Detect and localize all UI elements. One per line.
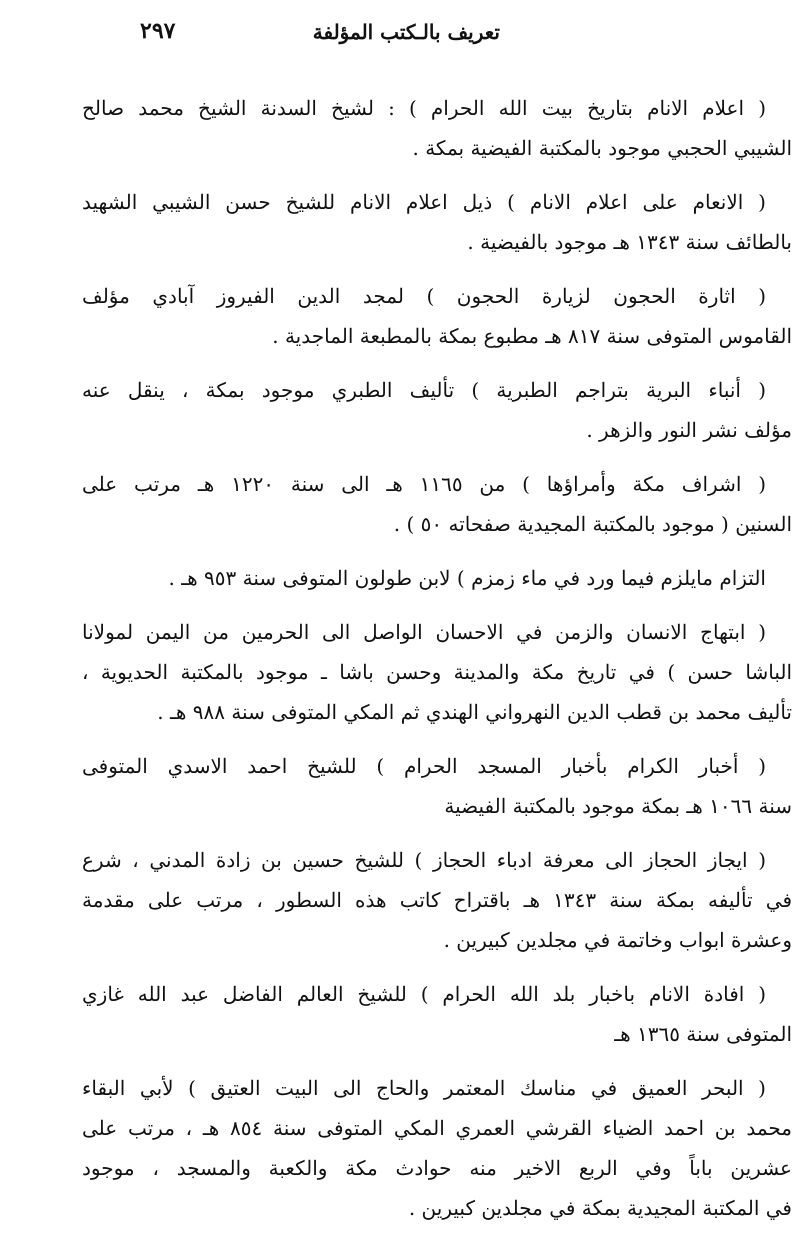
page-number: ٢٩٧	[140, 18, 176, 44]
entry-line: ( اشراف مكة وأمراؤها ) من ١١٦٥ هـ الى سنة ١٢٢٠ هـ مرتب على	[82, 472, 767, 496]
entry-line: ( افادة الانام باخبار بلد الله الحرام ) للشيخ العالم الفاضل عبد الله غازي	[82, 982, 766, 1006]
entry-line: ( الانعام على اعلام الانام ) ذيل اعلام الانام للشيخ حسن الشيبي الشهيد	[82, 190, 766, 214]
bibliography-entry	[82, 746, 792, 826]
bibliography-entry	[82, 612, 792, 732]
page-header	[140, 14, 500, 54]
entry-line: في تأليفه بمكة سنة ١٣٤٣ هـ باقتراح كاتب هذه السطور ، مرتب على مقدمة	[82, 888, 792, 912]
bibliography-entry	[82, 276, 792, 356]
entry-line: الباشا حسن ) في تاريخ مكة والمدينة وحسن باشا ـ موجود بالمكتبة الحديوية ،	[82, 660, 792, 684]
entry-line: وعشرة ابواب وخاتمة في مجلدين كبيرين .	[443, 928, 792, 952]
entry-line: ( البحر العميق في مناسك المعتمر والحاج الى البيت العتيق ) لأبي البقاء	[82, 1076, 766, 1100]
entry-line: بالطائف سنة ١٣٤٣ هـ موجود بالفيضية .	[467, 230, 792, 254]
entry-line: التزام مايلزم فيما ورد في ماء زمزم ) لابن طولون المتوفى سنة ٩٥٣ هـ .	[168, 566, 766, 590]
entry-line: السنين ( موجود بالمكتبة المجيدية صفحاته ٥٠ ) .	[393, 512, 792, 536]
bibliography-entry	[82, 558, 792, 598]
entry-line: محمد بن احمد الضياء القرشي العمري المكي المتوفى سنة ٨٥٤ هـ ، مرتب على	[82, 1116, 792, 1140]
entry-line: ( ايجاز الحجاز الى معرفة ادباء الحجاز ) للشيخ حسين بن زادة المدني ، شرع	[82, 848, 766, 872]
entry-line: مؤلف نشر النور والزهر .	[586, 418, 792, 442]
bibliography-entry	[82, 840, 792, 960]
entry-line: تأليف محمد بن قطب الدين النهرواني الهندي ثم المكي المتوفى سنة ٩٨٨ هـ .	[157, 700, 792, 724]
entry-line: ( أنباء البرية بتراجم الطبرية ) تأليف الطبري موجود بمكة ، ينقل عنه	[82, 378, 766, 402]
entry-line: عشرين باباً وفي الربع الاخير منه حوادث مكة والكعبة والمسجد ، موجود	[82, 1156, 792, 1180]
entry-line: ( اعلام الانام بتاريخ بيت الله الحرام ) : لشيخ السدنة الشيخ محمد صالح	[82, 96, 766, 120]
entry-line: سنة ١٠٦٦ هـ بمكة موجود بالمكتبة الفيضية	[444, 794, 792, 818]
entry-line: القاموس المتوفى سنة ٨١٧ هـ مطبوع بمكة بالمطبعة الماجدية .	[272, 324, 792, 348]
page-body	[82, 88, 792, 1242]
bibliography-entry	[82, 464, 792, 544]
running-title: تعريف بالـكتب المؤلفة	[312, 20, 500, 44]
bibliography-entry	[82, 1068, 792, 1228]
entry-line: ( اثارة الحجون لزيارة الحجون ) لمجد الدين الفيروز آبادي مؤلف	[82, 284, 766, 308]
entry-line: المتوفى سنة ١٣٦٥ هـ	[614, 1022, 792, 1046]
entry-line: ( أخبار الكرام بأخبار المسجد الحرام ) للشيخ احمد الاسدي المتوفى	[82, 754, 766, 778]
bibliography-entry	[82, 370, 792, 450]
entry-line: في المكتبة المجيدية بمكة في مجلدين كبيرين .	[408, 1196, 792, 1220]
bibliography-entry	[82, 88, 792, 168]
bibliography-entry	[82, 182, 792, 262]
entry-line: ( ابتهاج الانسان والزمن في الاحسان الواصل الى الحرمين من اليمن لمولانا	[82, 620, 766, 644]
bibliography-entry	[82, 974, 792, 1054]
entry-line: الشيبي الحجبي موجود بالمكتبة الفيضية بمكة .	[412, 136, 792, 160]
